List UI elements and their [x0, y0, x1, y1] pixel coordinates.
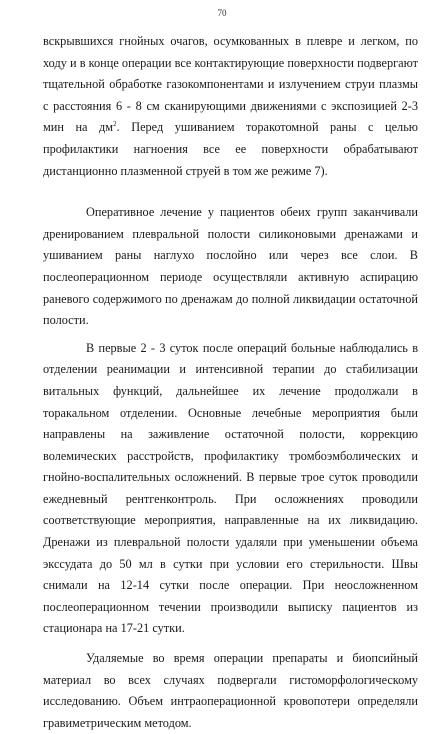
paragraph-1-text-cont: . Перед ушиванием торакотомной раны с целью профилактики нагноения все ее поверхности обрабатывают дистанционно плазменной струей в том же режиме 7).	[43, 120, 418, 178]
paragraph-1	[43, 31, 418, 182]
paragraph-1-text: вскрывшихся гнойных очагов, осумкованных в плевре и легком, по ходу и в конце операции все контактирующие поверхности подвергают тщательной обработке газокомпонентами и излучением струи плазмы с расстояния 6 - 8 см сканирующими движениями с экспозицией 2-3 мин на дм	[43, 34, 418, 135]
paragraph-3: В первые 2 - 3 суток после операций больные наблюдались в отделении реанимации и интенсивной терапии до стабилизации витальных функций, дальнейшее их лечение продолжали в торакальном отделении. Основные лечебные мероприятия были направлены на заживление остаточной полости, коррекцию волемических расстройств, профилактику тромбоэмболических и гнойно-воспалительных осложнений. В первые трое суток проводили ежедневный рентгенконтроль. При осложнениях проводили соответствующие мероприятия, направленные на их ликвидацию. Дренажи из плевральной полости удаляли при уменьшении объема экссудата до 50 мл в сутки при условии его стерильности. Швы снимали на 12-14 сутки после операции. При неосложненном послеоперационном течении производили выписку пациентов из стационара на 17-21 сутки.	[43, 340, 418, 636]
page-number: 70	[217, 8, 227, 18]
page-body	[43, 31, 418, 734]
paragraph-4: Удаляемые во время операции препараты и биопсийный материал во всех случаях подвергали гистоморфологическому исследованию. Объем интраоперационной кровопотери определяли гравиметрическим методом.	[43, 651, 418, 730]
superscript-square: 2	[113, 120, 117, 129]
paragraph-2: Оперативное лечение у пациентов обеих групп заканчивали дренированием плевральной полости силиконовыми дренажами и ушиванием раны наглухо послойно или через все слои. В послеоперационном периоде осуществляли активную аспирацию раневого содержимого по дренажам до полной ликвидации остаточной полости.	[43, 205, 418, 328]
